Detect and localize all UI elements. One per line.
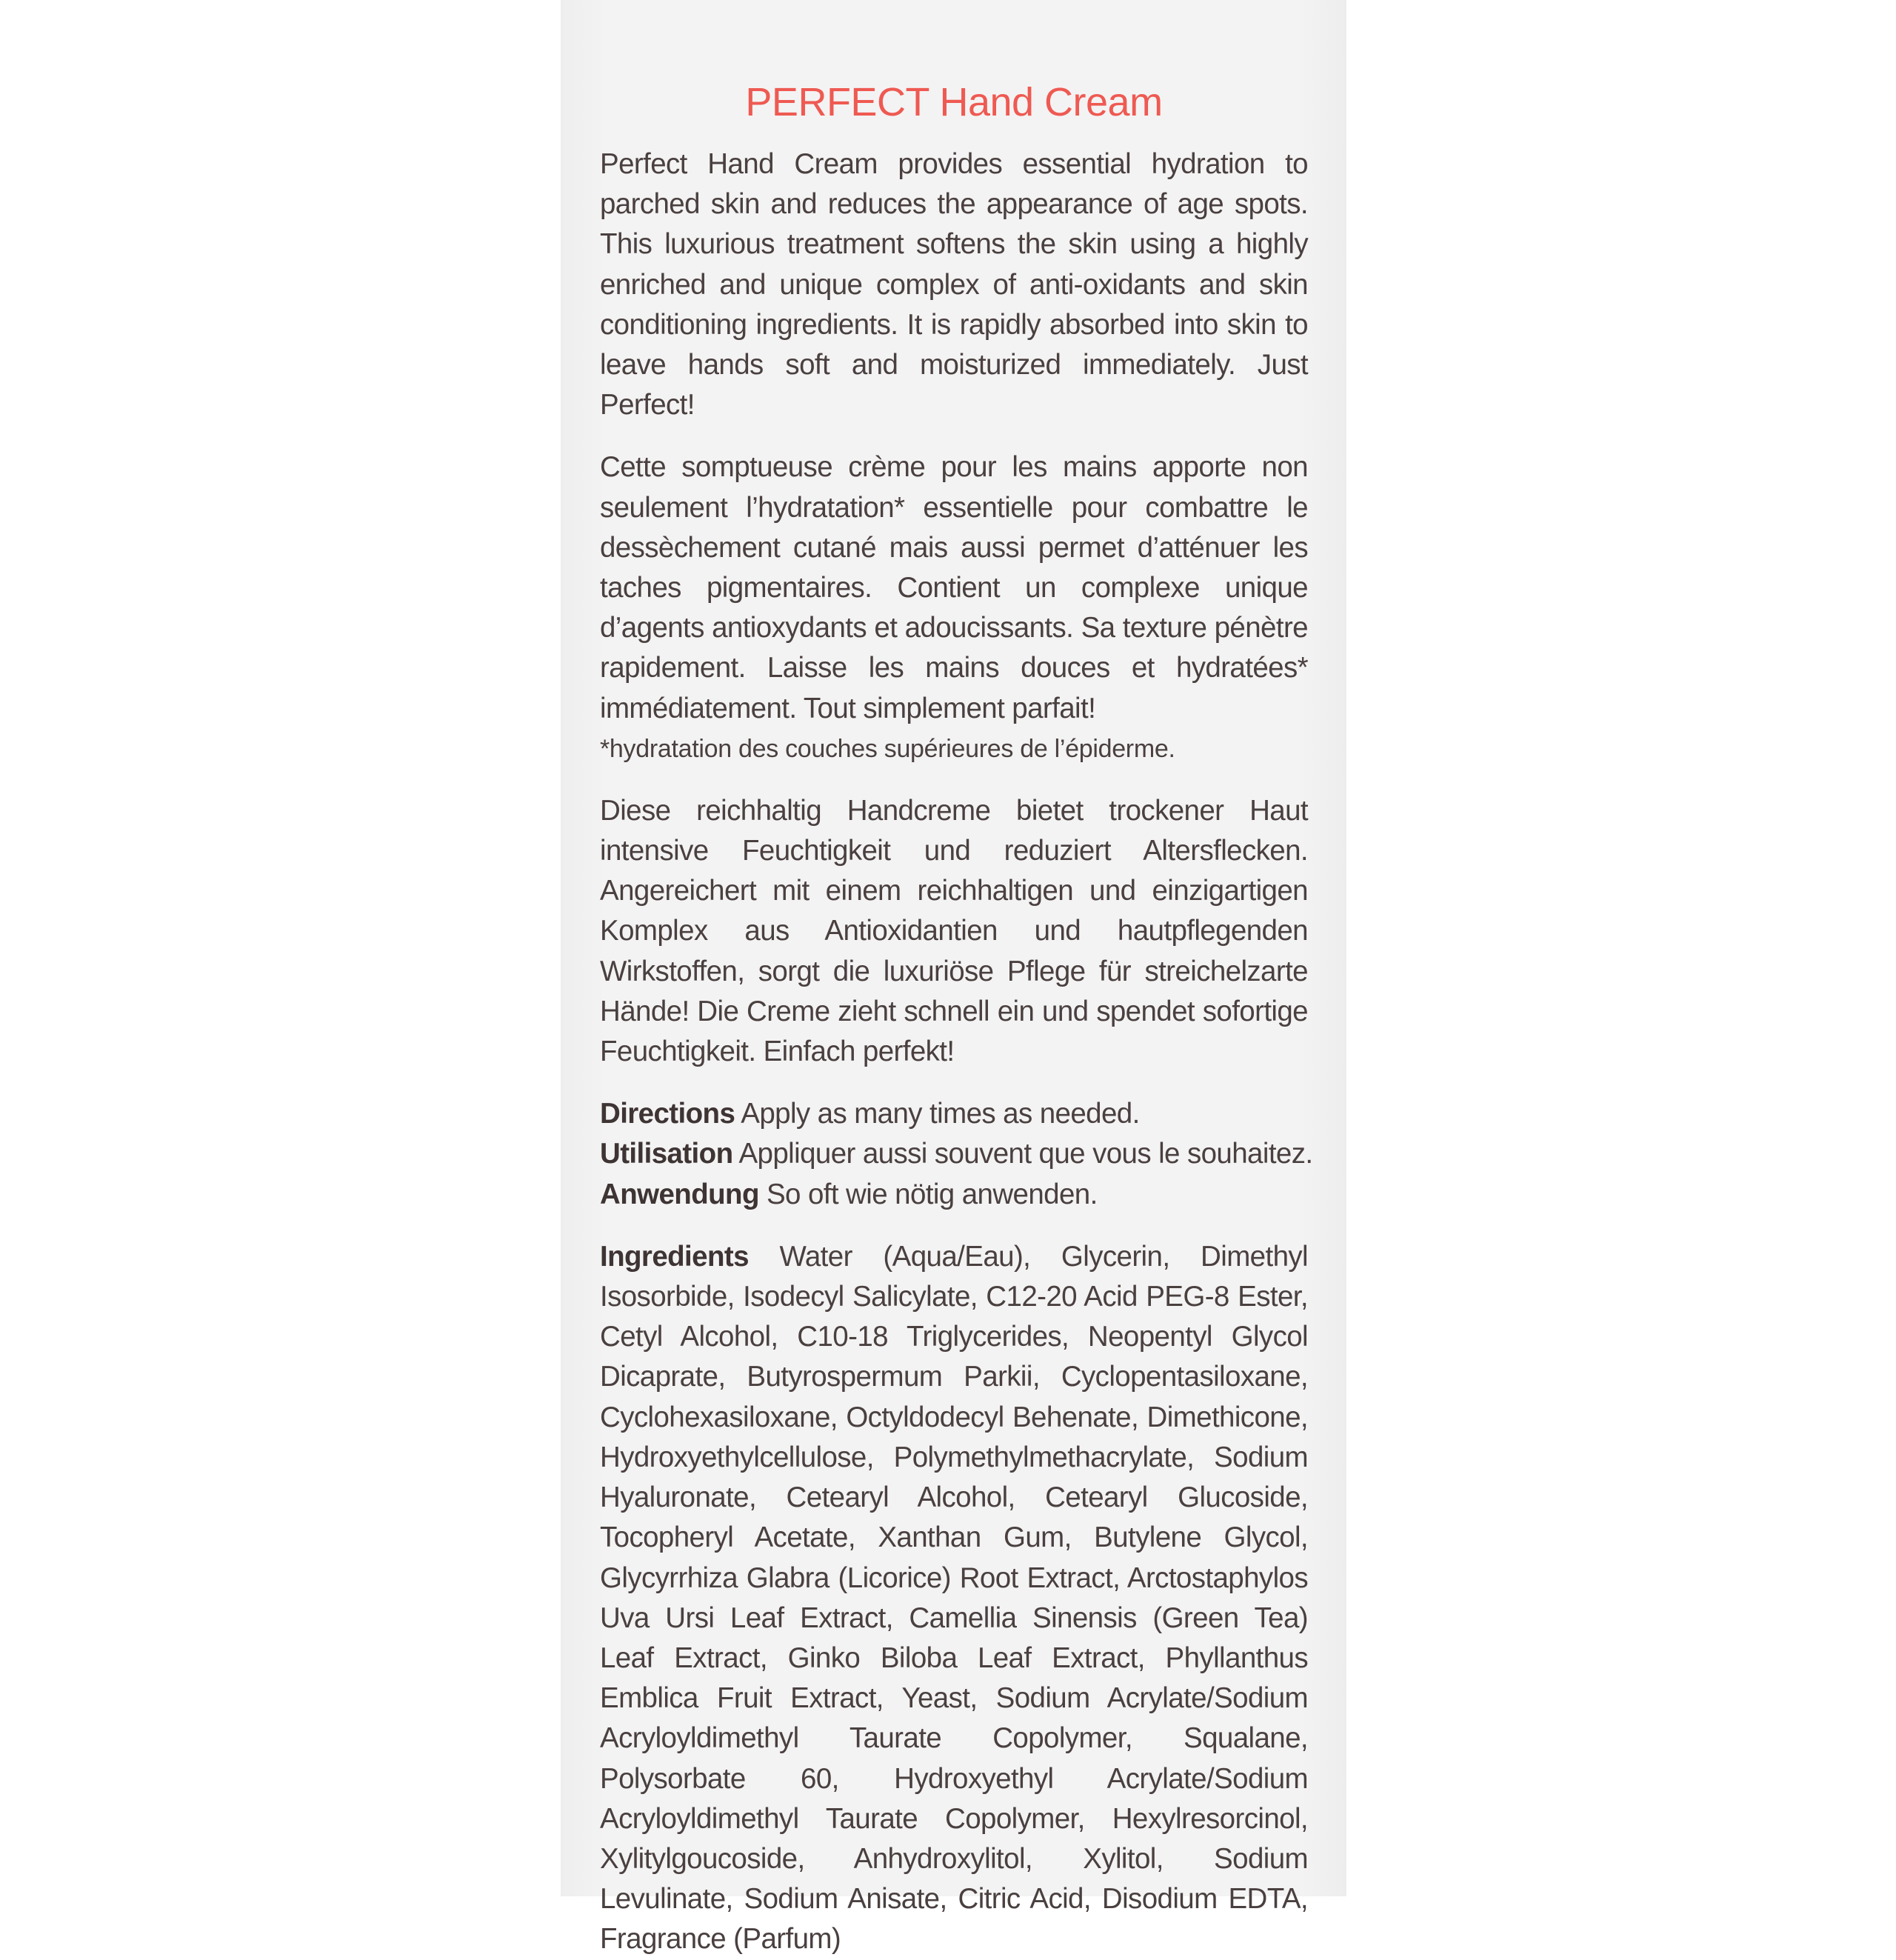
directions-block xyxy=(600,1094,1313,1215)
description-german: Diese reichhaltig Handcreme bietet trockener Haut intensive Feuchtigkeit und reduziert Altersflecken. Angereichert mit einem reichhaltigen und einzigartigen Komplex aus Antioxidantien und hautpflegenden Wirkstoffen, sorgt die luxuriöse Pflege für streichelzarte Hände! Die Creme zieht schnell ein und spendet sofortige Feuchtigkeit. Einfach perfekt! xyxy=(600,794,1308,1068)
product-label-content xyxy=(600,70,1313,1960)
directions-line-english xyxy=(600,1094,1308,1134)
anwendung-text: So oft wie nötig anwenden. xyxy=(758,1178,1098,1210)
ingredients-text: Water (Aqua/Eau), Glycerin, Dimethyl Isosorbide, Isodecyl Salicylate, C12-20 Acid PEG-8 Ester, Cetyl Alcohol, C10-18 Triglycerides, Neopentyl Glycol Dicaprate, Butyrospermum Parkii, Cyclopentasiloxane, Cyclohexasiloxane, Octyldodecyl Behenate, Dimethicone, Hydroxyethylcellulose, Polymethylmethacrylate, Sodium Hyaluronate, Cetearyl Alcohol, Cetearyl Glucoside, Tocopheryl Acetate, Xanthan Gum, Butylene Glycol, Glycyrrhiza Glabra (Licorice) Root Extract, Arctostaphylos Uva Ursi Leaf Extract, Camellia Sinensis (Green Tea) Leaf Extract, Ginko Biloba Leaf Extract, Phyllanthus Emblica Fruit Extract, Yeast, Sodium Acrylate/Sodium Acryloyldimethyl Taurate Copolymer, Squalane, Polysorbate 60, Hydroxyethyl Acrylate/Sodium Acryloyldimethyl Taurate Copolymer, Hexylresorcinol, Xylitylgoucoside, Anhydroxylitol, Xylitol, Sodium Levulinate, Sodium Anisate, Citric Acid, Disodium EDTA, Fragrance (Parfum) xyxy=(600,1240,1308,1956)
description-french: Cette somptueuse crème pour les mains apporte non seulement l’hydratation* essentielle pour combattre le dessèchement cutané mais aussi permet d’atténuer les taches pigmentaires. Contient un complexe unique d’agents antioxydants et adoucissants. Sa texture pénètre rapidement. Laisse les mains douces et hydratées* immédiatement. Tout simplement parfait! xyxy=(600,451,1308,724)
description-english: Perfect Hand Cream provides essential hydration to parched skin and reduces the appearance of age spots. This luxurious treatment softens the skin using a highly enriched and unique complex of anti-oxidants and skin conditioning ingredients. It is rapidly absorbed into skin to leave hands soft and moisturized immediately. Just Perfect! xyxy=(600,148,1308,421)
utilisation-text: Appliquer aussi souvent que vous le souhaitez. xyxy=(732,1138,1313,1170)
ingredients-list xyxy=(600,1237,1308,1960)
directions-line-german xyxy=(600,1175,1308,1215)
product-title: PERFECT Hand Cream xyxy=(745,80,1163,124)
directions-line-french xyxy=(600,1134,1313,1174)
utilisation-label: Utilisation xyxy=(600,1138,733,1170)
directions-label: Directions xyxy=(600,1098,735,1130)
anwendung-label: Anwendung xyxy=(600,1178,759,1210)
directions-text: Apply as many times as needed. xyxy=(735,1098,1140,1130)
ingredients-label: Ingredients xyxy=(600,1240,749,1273)
footnote-french: *hydratation des couches supérieures de l’épiderme. xyxy=(600,734,1175,763)
